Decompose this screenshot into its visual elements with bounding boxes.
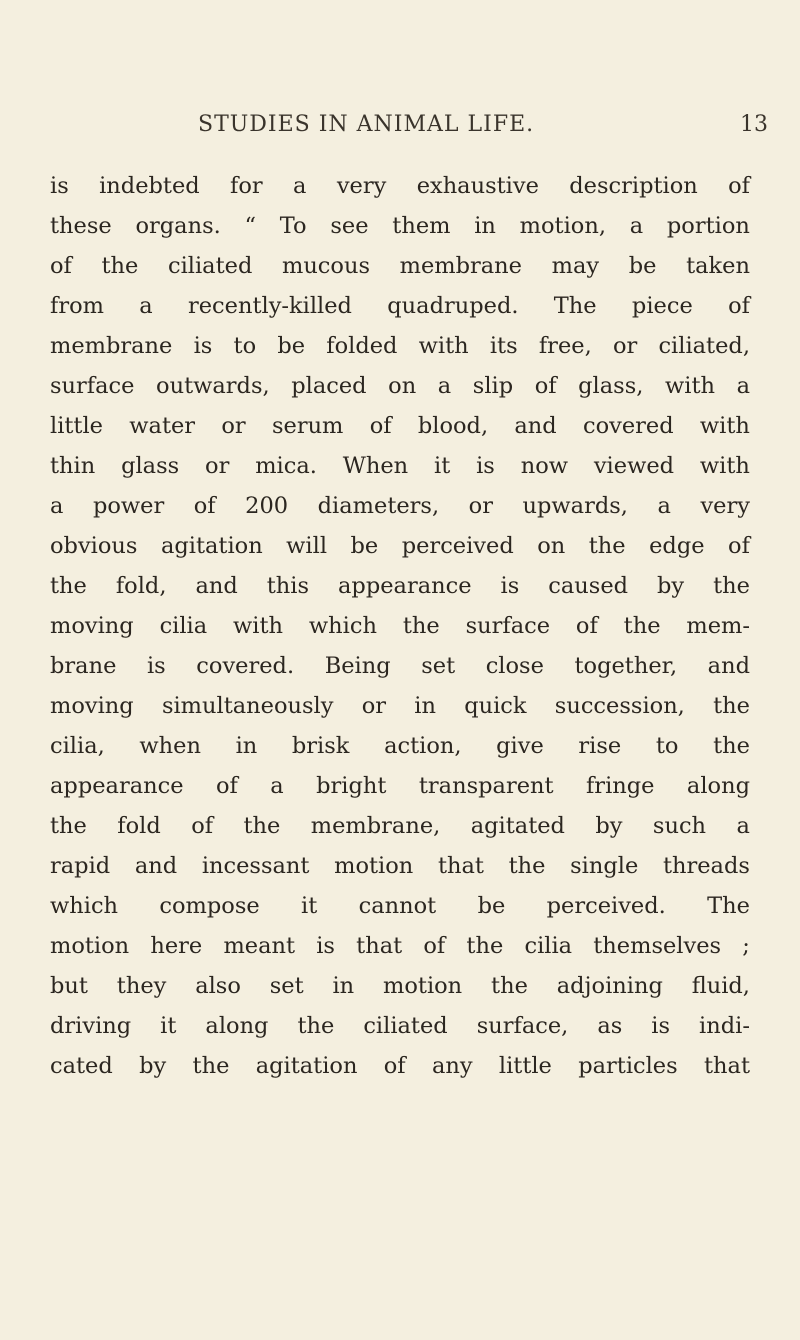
body-text — [50, 166, 750, 1086]
text-line: appearance of a bright transparent fringe along — [50, 773, 750, 799]
running-header — [150, 112, 780, 152]
text-line: a power of 200 diameters, or upwards, a very — [50, 493, 750, 519]
text-line: brane is covered. Being set close together, and — [50, 653, 750, 679]
text-line: cilia, when in brisk action, give rise to the — [50, 733, 750, 759]
text-line: moving simultaneously or in quick succession, the — [50, 693, 750, 719]
text-line: the fold, and this appearance is caused by the — [50, 573, 750, 599]
text-line: rapid and incessant motion that the single threads — [50, 853, 750, 879]
text-line: little water or serum of blood, and covered with — [50, 413, 750, 439]
text-line: thin glass or mica. When it is now viewed with — [50, 453, 750, 479]
text-line: driving it along the ciliated surface, as is indi- — [50, 1013, 750, 1039]
running-title: STUDIES IN ANIMAL LIFE. — [198, 112, 535, 137]
text-line: which compose it cannot be perceived. The — [50, 893, 750, 919]
text-line: surface outwards, placed on a slip of glass, with a — [50, 373, 750, 399]
text-line: membrane is to be folded with its free, or ciliated, — [50, 333, 750, 359]
text-line: cated by the agitation of any little particles that — [50, 1053, 750, 1079]
text-line: motion here meant is that of the cilia themselves ; — [50, 933, 750, 959]
text-line: of the ciliated mucous membrane may be taken — [50, 253, 750, 279]
text-line: is indebted for a very exhaustive description of — [50, 173, 750, 199]
text-line: but they also set in motion the adjoining fluid, — [50, 973, 750, 999]
text-line: the fold of the membrane, agitated by such a — [50, 813, 750, 839]
text-line: from a recently-killed quadruped. The piece of — [50, 293, 750, 319]
text-line: these organs. “ To see them in motion, a portion — [50, 213, 750, 239]
page-number: 13 — [740, 112, 768, 137]
text-line: moving cilia with which the surface of the mem- — [50, 613, 750, 639]
text-line: obvious agitation will be perceived on the edge of — [50, 533, 750, 559]
